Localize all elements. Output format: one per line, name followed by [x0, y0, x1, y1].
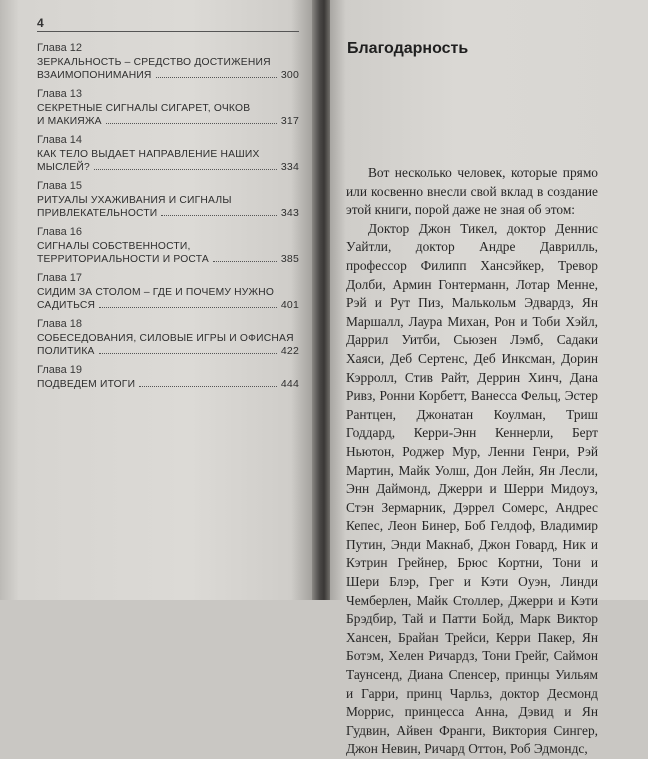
dot-leader — [139, 386, 277, 387]
toc-entry-18 — [37, 317, 299, 358]
toc-title — [37, 240, 299, 266]
intro-paragraph — [346, 164, 598, 220]
toc-page-number: 317 — [280, 115, 299, 127]
dot-leader — [99, 353, 277, 354]
toc-title — [37, 194, 299, 220]
toc-title-line: КАК ТЕЛО ВЫДАЕТ НАПРАВЛЕНИЕ НАШИХ — [37, 149, 260, 160]
toc-page-number: 300 — [280, 69, 299, 81]
toc-title-last-line — [37, 345, 299, 358]
toc-title-last-line — [37, 378, 299, 391]
section-heading: Благодарность — [347, 40, 469, 57]
toc-chapter-label: Глава 12 — [37, 42, 83, 54]
toc-title — [37, 286, 299, 312]
toc-chapter-label: Глава 13 — [37, 88, 83, 100]
toc-title-line: ЗЕРКАЛЬНОСТЬ – СРЕДСТВО ДОСТИЖЕНИЯ — [37, 57, 271, 68]
toc-entry-15 — [37, 179, 299, 220]
toc-title-line: И МАКИЯЖА — [37, 116, 102, 127]
toc-title — [37, 378, 299, 391]
toc-chapter-label: Глава 14 — [37, 134, 83, 146]
toc-entry-16 — [37, 225, 299, 266]
intro-line-3: книги, порой даже не зная об этом: — [374, 202, 576, 218]
toc-title-last-line — [37, 161, 299, 174]
intro-line-2: косвенно внесли свой вклад в создание этой — [346, 183, 598, 218]
toc-title-last-line — [37, 207, 299, 220]
page-number: 4 — [37, 16, 44, 30]
toc-title-line: СИДИМ ЗА СТОЛОМ – ГДЕ И ПОЧЕМУ НУЖНО — [37, 287, 275, 298]
toc-title-line: ВЗАИМОПОНИМАНИЯ — [37, 70, 152, 81]
intro-line-1: Вот несколько человек, которые прямо или — [346, 165, 598, 199]
toc-title-line: СОБЕСЕДОВАНИЯ, СИЛОВЫЕ ИГРЫ И ОФИСНАЯ — [37, 333, 294, 344]
toc-page-number: 385 — [280, 253, 299, 265]
toc-chapter-label: Глава 16 — [37, 226, 83, 238]
toc-entry-13 — [37, 87, 299, 128]
toc-title — [37, 332, 299, 358]
toc-title-last-line — [37, 299, 299, 312]
toc-page-number: 343 — [280, 207, 299, 219]
toc-chapter-label: Глава 17 — [37, 272, 83, 284]
toc-title — [37, 56, 299, 82]
toc-chapter-label: Глава 15 — [37, 180, 83, 192]
toc-page-number: 444 — [280, 378, 299, 390]
toc-title — [37, 102, 299, 128]
acknowledgements-text — [346, 164, 598, 759]
toc-title-line: САДИТЬСЯ — [37, 300, 96, 311]
toc-title-line: МЫСЛЕЙ? — [37, 162, 90, 173]
toc-title-line: РИТУАЛЫ УХАЖИВАНИЯ И СИГНАЛЫ — [37, 195, 232, 206]
header-rule — [37, 31, 299, 32]
dot-leader — [106, 123, 277, 124]
dot-leader — [99, 307, 277, 308]
toc-entry-19 — [37, 363, 299, 391]
toc-title-line: ПРИВЛЕКАТЕЛЬНОСТИ — [37, 208, 158, 219]
toc-title-line: СИГНАЛЫ СОБСТВЕННОСТИ, — [37, 241, 191, 252]
dot-leader — [156, 77, 277, 78]
toc-chapter-label: Глава 18 — [37, 318, 83, 330]
toc-entry-17 — [37, 271, 299, 312]
dot-leader — [213, 261, 277, 262]
toc-chapter-label: Глава 19 — [37, 364, 83, 376]
toc-page-number: 422 — [280, 345, 299, 357]
toc-title — [37, 148, 299, 174]
toc-title-last-line — [37, 69, 299, 82]
toc-page-number: 401 — [280, 299, 299, 311]
toc-title-line: ТЕРРИТОРИАЛЬНОСТИ И РОСТА — [37, 254, 209, 265]
toc-title-line: ПОДВЕДЕМ ИТОГИ — [37, 379, 136, 390]
table-of-contents — [37, 41, 299, 396]
toc-entry-12 — [37, 41, 299, 82]
dot-leader — [94, 169, 277, 170]
toc-entry-14 — [37, 133, 299, 174]
toc-title-line: СЕКРЕТНЫЕ СИГНАЛЫ СИГАРЕТ, ОЧКОВ — [37, 103, 251, 114]
toc-title-last-line — [37, 115, 299, 128]
dot-leader — [161, 215, 276, 216]
toc-title-last-line — [37, 253, 299, 266]
names-paragraph: Доктор Джон Тикел, доктор Деннис Уайтли, доктор Андре Даврилль, профессор Филипп Хансэйкер, Тревор Долби, Армин Гонтерманн, Лотар Менне, Рэй и Рут Пиз, Малькольм Эдвардз, Ян Маршалл, Лаура Михан, Рон и Тоби Хэйл, Даррил Уитби, Сьюзен Лэмб, Садаки Хаяси, Деб Сертенс, Деб Инксман, Дорин Кэрролл, Стив Райт, Деррин Хинч, Дана Ривз, Ронни Корбетт, Ванесса Фельц, Эстер Рантцен, Джонатан Коулман, Триш Годдард, Керри-Энн Кеннерли, Берт Ньютон, Роджер Мур, Ленни Генри, Рэй Мартин, Майк Уолш, Дон Лейн, Ян Лесли, Энн Даймонд, Джерри и Шерри Мидоуз, Стэн Зермарник, Дэррел Сомерс, Андрес Кепес, Леон Бинер, Боб Гелдоф, Владимир Путин, Энди Макнаб, Джон Говард, Ник и Кэтрин Грейнер, Брюс Кортни, Тони и Шери Блэр, Грег и Кэти Оуэн, Линди Чемберлен, Майк Столлер, Джерри и Кэти Брэдбир, Тай и Патти Бойд, Марк Виктор Хансен, Брайан Трейси, Керри Пакер, Ян Ботэм, Хелен Ричардз, Тони Грейг, Саймон Таунсенд, Диана Спенсер, принцы Уильям и Гарри, принц Чарльз, доктор Десмонд Моррис, принцесса Анна, Дэвид и Ян Гудвин, Айвен Франги, Виктория Сингер, Джон Невин, Ричард Оттон, Роб Эдмондс, — [346, 220, 598, 757]
toc-title-line: ПОЛИТИКА — [37, 346, 95, 357]
toc-page-number: 334 — [280, 161, 299, 173]
